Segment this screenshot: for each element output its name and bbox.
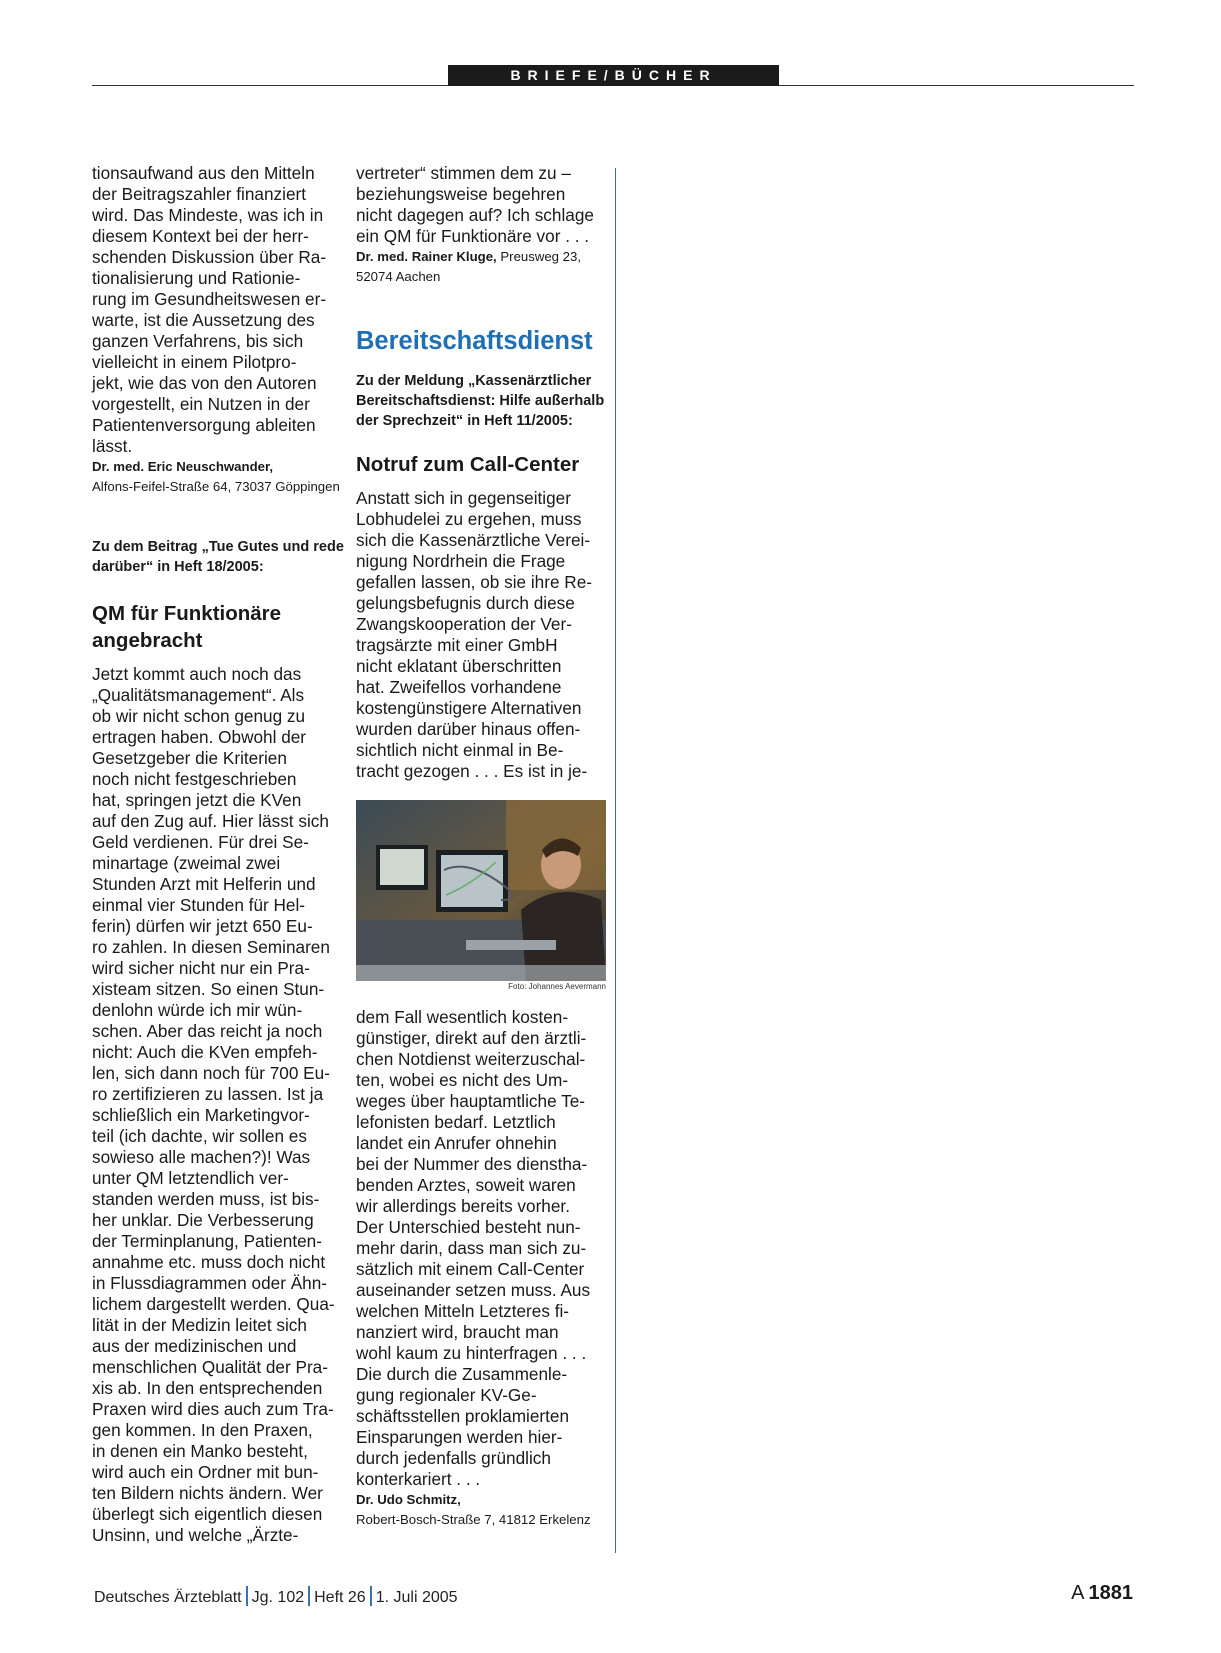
footer-separator: [308, 1586, 310, 1606]
reference-line: Bereitschaftsdienst: Hilfe außerhalb: [356, 393, 605, 409]
text-line: schenden Diskussion über Ra-: [92, 247, 327, 267]
page-footer: [94, 1586, 458, 1607]
text-line: noch nicht festgeschrieben: [92, 769, 297, 789]
text-line: schließlich ein Marketingvor-: [92, 1105, 310, 1125]
text-line: menschlichen Qualität der Pra-: [92, 1357, 328, 1377]
text-line: konterkariert . . .: [356, 1469, 481, 1489]
text-line: mehr darin, dass man sich zu-: [356, 1238, 587, 1258]
text-line: tragsärzte mit einer GmbH: [356, 635, 558, 655]
text-line: überlegt sich eigentlich diesen: [92, 1504, 323, 1524]
journal-volume: Jg. 102: [251, 1589, 305, 1606]
text-line: Der Unterschied besteht nun-: [356, 1217, 581, 1237]
text-line: nanziert wird, braucht man: [356, 1322, 559, 1342]
text-line: nicht dagegen auf? Ich schlage: [356, 205, 594, 225]
letter2-reference: [92, 537, 344, 577]
text-line: der Beitragszahler finanziert: [92, 184, 306, 204]
text-line: ferin) dürfen wir jetzt 650 Eu-: [92, 916, 313, 936]
letter3-reference: [356, 371, 608, 431]
text-line: wird. Das Mindeste, was ich in: [92, 205, 324, 225]
text-line: tracht gezogen . . . Es ist in je-: [356, 761, 588, 781]
text-line: ten, wobei es nicht des Um-: [356, 1070, 569, 1090]
text-line: minartage (zweimal zwei: [92, 853, 281, 873]
text-line: durch jedenfalls gründlich: [356, 1448, 551, 1468]
letter3-signature: [356, 1490, 608, 1530]
footer-separator: [370, 1586, 372, 1606]
reference-line: darüber“ in Heft 18/2005:: [92, 559, 264, 575]
text-line: gung regionaler KV-Ge-: [356, 1385, 537, 1405]
text-line: ro zertifizieren zu lassen. Ist ja: [92, 1084, 324, 1104]
text-line: wird auch ein Ordner mit bun-: [92, 1462, 319, 1482]
text-line: sich die Kassenärztliche Verei-: [356, 530, 591, 550]
text-line: Geld verdienen. Für drei Se-: [92, 832, 309, 852]
text-line: dem Fall wesentlich kosten-: [356, 1007, 569, 1027]
text-line: gen kommen. In den Praxen,: [92, 1420, 313, 1440]
letter1-signature: [92, 457, 344, 497]
text-line: gefallen lassen, ob sie ihre Re-: [356, 572, 592, 592]
text-line: lichem dargestellt werden. Qua-: [92, 1294, 335, 1314]
text-line: sowieso alle machen?)! Was: [92, 1147, 311, 1167]
letter2-body: [92, 664, 344, 1546]
title-line: angebracht: [92, 629, 203, 652]
column-rule: [615, 168, 616, 1553]
text-line: tionsaufwand aus den Mitteln: [92, 163, 315, 183]
text-line: „Qualitätsmanagement“. Als: [92, 685, 305, 705]
text-line: günstiger, direkt auf den ärztli-: [356, 1028, 587, 1048]
text-line: beziehungsweise begehren: [356, 184, 566, 204]
text-line: kostengünstigere Alternativen: [356, 698, 582, 718]
text-line: sätzlich mit einem Call-Center: [356, 1259, 585, 1279]
text-line: wird sicher nicht nur ein Pra-: [92, 958, 310, 978]
issue-date: 1. Juli 2005: [375, 1589, 458, 1606]
letter3-body-part1: [356, 488, 608, 782]
text-line: Patientenversorgung ableiten: [92, 415, 316, 435]
author-address: 52074 Aachen: [356, 269, 441, 284]
text-line: annahme etc. muss doch nicht: [92, 1252, 326, 1272]
text-line: lässt.: [92, 436, 133, 456]
reference-line: Zu der Meldung „Kassenärztlicher: [356, 373, 592, 389]
text-line: hat. Zweifellos vorhandene: [356, 677, 562, 697]
text-line: gelungsbefugnis durch diese: [356, 593, 575, 613]
text-line: ten Bildern nichts ändern. Wer: [92, 1483, 323, 1503]
text-line: chen Notdienst weiterzuschal-: [356, 1049, 586, 1069]
text-line: Gesetzgeber die Kriterien: [92, 748, 287, 768]
section-label: BRIEFE/BÜCHER: [448, 65, 779, 86]
author-name: Dr. med. Eric Neuschwander,: [92, 459, 274, 474]
letter3-title: Notruf zum Call-Center: [356, 453, 580, 476]
text-line: Einsparungen werden hier-: [356, 1427, 563, 1447]
text-line: warte, ist die Aussetzung des: [92, 310, 315, 330]
text-line: nicht: Auch die KVen empfeh-: [92, 1042, 318, 1062]
text-line: xisteam sitzen. So einen Stun-: [92, 979, 325, 999]
text-line: Zwangskooperation der Ver-: [356, 614, 572, 634]
text-line: vertreter“ stimmen dem zu –: [356, 163, 571, 183]
text-line: nicht eklatant überschritten: [356, 656, 562, 676]
text-line: schen. Aber das reicht ja noch: [92, 1021, 323, 1041]
text-line: tionalisierung und Rationie-: [92, 268, 301, 288]
text-line: nigung Nordrhein die Frage: [356, 551, 566, 571]
footer-separator: [246, 1586, 248, 1606]
author-address: Preusweg 23,: [500, 249, 582, 264]
text-line: bei der Nummer des diensthа-: [356, 1154, 588, 1174]
text-line: einmal vier Stunden für Hel-: [92, 895, 306, 915]
reference-line: der Sprechzeit“ in Heft 11/2005:: [356, 413, 573, 429]
text-line: wurden darüber hinaus offen-: [356, 719, 581, 739]
text-line: auseinander setzen muss. Aus: [356, 1280, 591, 1300]
text-line: benden Arztes, soweit waren: [356, 1175, 576, 1195]
text-line: Praxen wird dies auch zum Tra-: [92, 1399, 334, 1419]
text-line: in denen ein Manko besteht,: [92, 1441, 308, 1461]
text-line: Unsinn, und welche „Ärzte-: [92, 1525, 299, 1545]
author-address: Alfons-Feifel-Straße 64, 73037 Göppingen: [92, 479, 340, 494]
text-line: lefonisten bedarf. Letztlich: [356, 1112, 556, 1132]
text-line: vorgestellt, ein Nutzen in der: [92, 394, 310, 414]
photo-credit: Foto: Johannes Aevermann: [508, 982, 606, 991]
text-line: Lobhudelei zu ergehen, muss: [356, 509, 582, 529]
text-line: jekt, wie das von den Autoren: [92, 373, 317, 393]
text-line: aus der medizinischen und: [92, 1336, 297, 1356]
page-number-value: 1881: [1088, 1582, 1133, 1604]
text-line: her unklar. Die Verbesserung: [92, 1210, 314, 1230]
text-line: wir allerdings bereits vorher.: [356, 1196, 570, 1216]
text-line: weges über hauptamtliche Te-: [356, 1091, 585, 1111]
author-name: Dr. med. Rainer Kluge,: [356, 249, 497, 264]
text-line: Jetzt kommt auch noch das: [92, 664, 302, 684]
text-line: wohl kaum zu hinterfragen . . .: [356, 1343, 587, 1363]
text-line: xis ab. In den entsprechenden: [92, 1378, 323, 1398]
author-address: Robert-Bosch-Straße 7, 41812 Erkelenz: [356, 1512, 591, 1527]
text-line: denlohn würde ich mir wün-: [92, 1000, 303, 1020]
call-center-photo: [356, 800, 606, 981]
letter2-continuation: [356, 163, 608, 247]
text-line: ertragen haben. Obwohl der: [92, 727, 307, 747]
page-number: [1071, 1582, 1133, 1605]
text-line: landet ein Anrufer ohnehin: [356, 1133, 557, 1153]
title-line: QM für Funktionäre: [92, 602, 282, 625]
journal-issue: Heft 26: [314, 1589, 366, 1606]
journal-name: Deutsches Ärzteblatt: [94, 1589, 242, 1606]
letter1-body: [92, 163, 344, 457]
text-line: in Flussdiagrammen oder Ähn-: [92, 1273, 328, 1293]
text-line: ein QM für Funktionäre vor . . .: [356, 226, 590, 246]
letter2-signature: [356, 247, 608, 287]
text-line: diesem Kontext bei der herr-: [92, 226, 309, 246]
text-line: der Terminplanung, Patienten-: [92, 1231, 322, 1251]
text-line: standen werden muss, ist bis-: [92, 1189, 320, 1209]
text-line: Die durch die Zusammenle-: [356, 1364, 568, 1384]
text-line: Stunden Arzt mit Helferin und: [92, 874, 316, 894]
text-line: unter QM letztendlich ver-: [92, 1168, 289, 1188]
text-line: auf den Zug auf. Hier lässt sich: [92, 811, 329, 831]
text-line: schäftsstellen proklamierten: [356, 1406, 570, 1426]
section-heading: Bereitschaftsdienst: [356, 327, 593, 355]
author-name: Dr. Udo Schmitz,: [356, 1492, 461, 1507]
text-line: welchen Mitteln Letzteres fi-: [356, 1301, 570, 1321]
text-line: ro zahlen. In diesen Seminaren: [92, 937, 330, 957]
text-line: hat, springen jetzt die KVen: [92, 790, 302, 810]
page-prefix: A: [1071, 1582, 1085, 1604]
column-middle: [356, 163, 608, 1530]
text-line: sichtlich nicht einmal in Be-: [356, 740, 564, 760]
column-left: [92, 163, 344, 1546]
text-line: len, sich dann noch für 700 Eu-: [92, 1063, 330, 1083]
text-line: Anstatt sich in gegenseitiger: [356, 488, 571, 508]
text-line: lität in der Medizin leitet sich: [92, 1315, 307, 1335]
text-line: rung im Gesundheitswesen er-: [92, 289, 327, 309]
text-line: ob wir nicht schon genug zu: [92, 706, 306, 726]
letter3-body-part2: [356, 1007, 608, 1490]
text-line: ganzen Verfahrens, bis sich: [92, 331, 304, 351]
text-line: teil (ich dachte, wir sollen es: [92, 1126, 307, 1146]
text-line: vielleicht in einem Pilotpro-: [92, 352, 297, 372]
reference-line: Zu dem Beitrag „Tue Gutes und rede: [92, 539, 344, 555]
letter2-title: [92, 600, 344, 654]
